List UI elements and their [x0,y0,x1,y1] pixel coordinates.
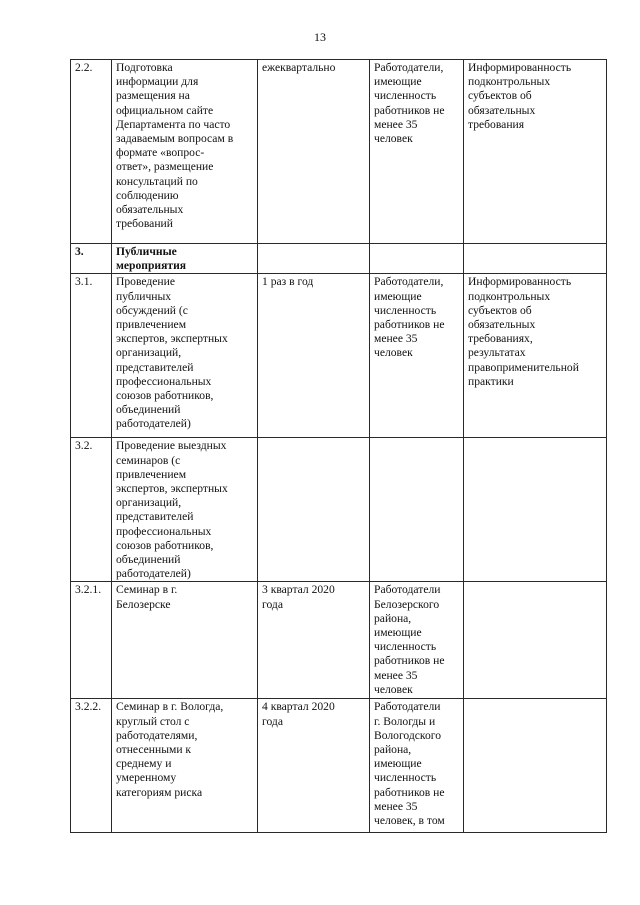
result-cell [464,438,607,582]
period-cell [258,244,370,274]
table-row [71,244,607,274]
period-cell: 1 раз в год [258,274,370,438]
period-cell [258,438,370,582]
table-body [71,60,607,833]
row-number: 2.2. [71,60,112,244]
row-number: 3.2. [71,438,112,582]
table-row [71,438,607,582]
activity-cell: Семинар в г. Вологда, круглый стол с работодателями, отнесенными к среднему и умеренному категориям риска [112,699,258,833]
row-number: 3.2.2. [71,699,112,833]
page-number: 13 [314,30,326,44]
result-cell [464,699,607,833]
period-cell: 4 квартал 2020 года [258,699,370,833]
table-row [71,60,607,244]
table-row [71,582,607,699]
activity-cell: Публичные мероприятия [112,244,258,274]
table-row [71,699,607,833]
activity-cell: Проведение выездных семинаров (с привлечением экспертов, экспертных организаций, представителей профессиональных союзов работников, объединений работодателей) [112,438,258,582]
target-group-cell: Работодатели г. Вологды и Вологодского района, имеющие численность работников не менее 35 человек, в том [370,699,464,833]
activity-cell: Семинар в г. Белозерске [112,582,258,699]
activities-table [70,59,607,833]
target-group-cell: Работодатели Белозерского района, имеющие численность работников не менее 35 человек [370,582,464,699]
table-row [71,274,607,438]
activity-cell: Проведение публичных обсуждений (с привлечением экспертов, экспертных организаций, представителей профессиональных союзов работников, объединений работодателей) [112,274,258,438]
target-group-cell [370,244,464,274]
row-number: 3. [71,244,112,274]
row-number: 3.2.1. [71,582,112,699]
row-number: 3.1. [71,274,112,438]
period-cell: 3 квартал 2020 года [258,582,370,699]
target-group-cell: Работодатели, имеющие численность работников не менее 35 человек [370,274,464,438]
result-cell: Информированность подконтрольных субъектов об обязательных требования [464,60,607,244]
result-cell [464,582,607,699]
result-cell [464,244,607,274]
target-group-cell: Работодатели, имеющие численность работников не менее 35 человек [370,60,464,244]
activity-cell: Подготовка информации для размещения на официальном сайте Департамента по часто задаваемым вопросам в формате «вопрос- ответ», размещение консультаций по соблюдению обязательных требований [112,60,258,244]
period-cell: ежеквартально [258,60,370,244]
result-cell: Информированность подконтрольных субъектов об обязательных требованиях, результатах правоприменительной практики [464,274,607,438]
target-group-cell [370,438,464,582]
